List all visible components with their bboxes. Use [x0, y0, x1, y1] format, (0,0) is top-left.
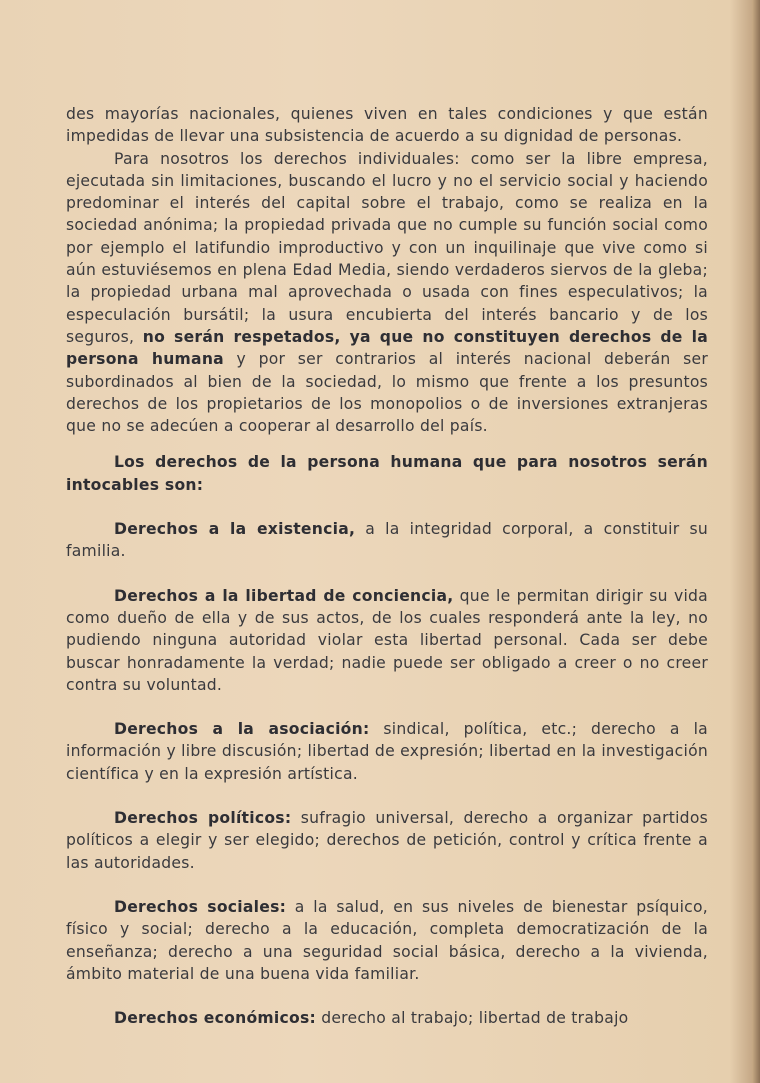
right-association: Derechos a la asociación: sindical, política, etc.; derecho a la información y libre discusión; libertad de expresión; libertad en la investigación científica y en la expresión artística. [66, 720, 708, 783]
right-social: Derechos sociales: a la salud, en sus niveles de bienestar psíquico, físico y social; derecho a la educación, completa democratización de la enseñanza; derecho a una seguridad social básica, derecho a la vivienda, ámbito material de una buena vida familiar. [66, 897, 708, 983]
right-political: Derechos políticos: sufragio universal, derecho a organizar partidos políticos a elegir y ser elegido; derechos de petición, control y crítica frente a las autoridades. [66, 809, 708, 872]
bold-statement: no serán respetados, ya que no constituyen derechos de la persona humana [66, 327, 708, 369]
paragraph-individual-rights: Para nosotros los derechos individuales: como ser la libre empresa, ejecutada sin limitaciones, buscando el lucro y no el servicio social y haciendo predominar el interés del capital sobre el trabajo, como se realiza en la sociedad anónima; la propiedad privada que no cumple su función social como por ejemplo el latifundio improductivo y con un inquilinaje que vive como si aún estuviésemos en plena Edad Media, siendo verdaderos siervos de la gleba; la propiedad urbana mal aprovechada o usada con fines especulativos; la especulación bursátil; la usura encubierta del interés bancario y de los seguros, no serán respetados, ya que no constituyen derechos de la persona humana y por ser contrarios al interés nacional deberán ser subordinados al bien de la sociedad, lo mismo que frente a los presuntos derechos de los propietarios de los monopolios o de inversiones extranjeras que no se adecúen a cooperar al desarrollo del país. [66, 149, 709, 436]
paragraph-1: des mayorías nacionales, quienes viven en tales condiciones y que están impedidas de llevar una subsistencia de acuerdo a su dignidad de personas. [66, 105, 708, 146]
right-economic: Derechos económicos: derecho al trabajo; libertad de trabajo [114, 1009, 629, 1028]
right-existence: Derechos a la existencia, a la integridad corporal, a constituir su familia. [66, 520, 708, 561]
body-text [66, 103, 708, 1029]
rights-heading: Los derechos de la persona humana que para nosotros serán intocables son: [66, 453, 708, 494]
page-fold-edge [752, 0, 760, 1083]
right-conscience: Derechos a la libertad de conciencia, que le permitan dirigir su vida como dueño de ella y de sus actos, de los cuales responderá ante la ley, no pudiendo ninguna autoridad violar esta libertad personal. Cada ser debe buscar honradamente la verdad; nadie puede ser obligado a creer o no creer contra su voluntad. [66, 586, 708, 694]
